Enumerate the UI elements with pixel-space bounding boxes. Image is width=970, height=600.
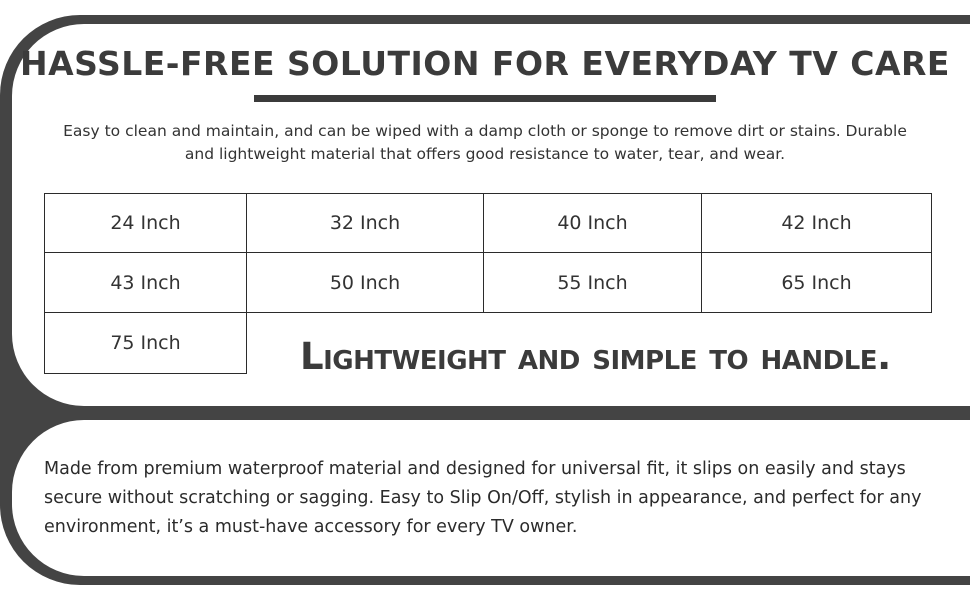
title-underline	[254, 95, 716, 102]
size-cell: 50 Inch	[246, 252, 484, 313]
size-cell: 32 Inch	[246, 193, 484, 253]
size-cell: 55 Inch	[483, 252, 702, 313]
page-title: HASSLE-FREE SOLUTION FOR EVERYDAY TV CARE	[20, 44, 950, 83]
size-cell: 75 Inch	[44, 312, 247, 374]
size-cell: 24 Inch	[44, 193, 247, 253]
intro-text: Easy to clean and maintain, and can be wiped with a damp cloth or sponge to remove dirt or stains. Durable and lightweight material that offers good resistance to water, tear, and wear.	[63, 122, 907, 163]
description-text: Made from premium waterproof material and designed for universal fit, it slips on easily and stays secure without scratching or sagging. Easy to Slip On/Off, stylish in appearance, and perfect for any environment, it’s a must-have accessory for every TV owner.	[44, 459, 922, 537]
size-cell: 40 Inch	[483, 193, 702, 253]
tagline: Lightweight and simple to handle.	[300, 335, 891, 378]
size-cell: 43 Inch	[44, 252, 247, 313]
size-cell: 65 Inch	[701, 252, 932, 313]
size-cell: 42 Inch	[701, 193, 932, 253]
